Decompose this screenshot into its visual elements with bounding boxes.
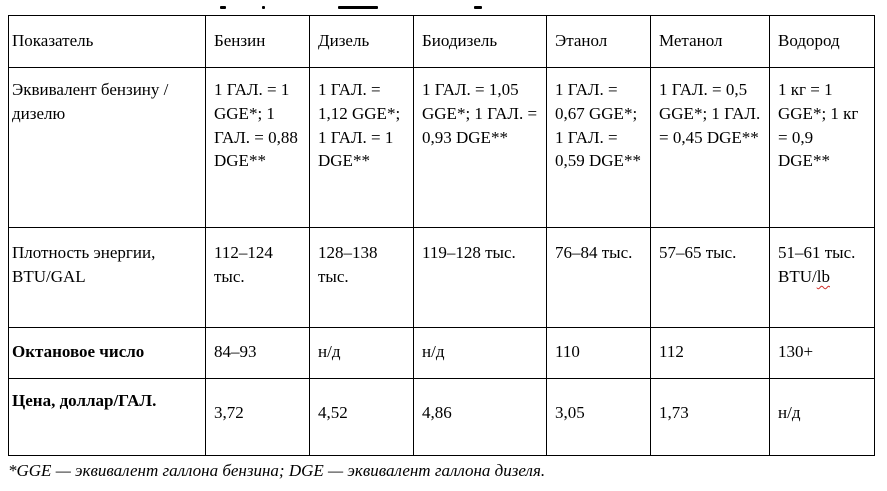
cell-equivalent-hydrogen: 1 кг = 1 GGE*; 1 кг = 0,9 DGE** xyxy=(770,68,875,228)
table-footnote: *GGE — эквивалент галлона бензина; DGE — эквивалент галлона дизеля. xyxy=(8,461,546,480)
row-label-energy-density: Плотность энергии, BTU/GAL xyxy=(9,228,206,328)
header-cell-gasoline: Бензин xyxy=(206,16,310,68)
header-cell-ethanol: Этанол xyxy=(547,16,651,68)
cell-density-diesel: 128–138 тыс. xyxy=(310,228,414,328)
header-cell-diesel: Дизель xyxy=(310,16,414,68)
cell-price-gasoline: 3,72 xyxy=(206,379,310,456)
cell-price-methanol: 1,73 xyxy=(651,379,770,456)
cell-octane-gasoline: 84–93 xyxy=(206,328,310,379)
cell-octane-hydrogen: 130+ xyxy=(770,328,875,379)
row-label-octane: Октановое число xyxy=(9,328,206,379)
header-cell-methanol: Метанол xyxy=(651,16,770,68)
cell-density-gasoline: 112–124 тыс. xyxy=(206,228,310,328)
cell-density-biodiesel: 119–128 тыс. xyxy=(414,228,547,328)
table-row-price xyxy=(9,379,875,456)
header-cell-biodiesel: Биодизель xyxy=(414,16,547,68)
fuel-comparison-table xyxy=(8,15,875,456)
cell-price-hydrogen: н/д xyxy=(770,379,875,456)
cropped-text-fragment xyxy=(218,6,488,12)
cell-octane-diesel: н/д xyxy=(310,328,414,379)
cell-price-biodiesel: 4,86 xyxy=(414,379,547,456)
table-row-equivalent xyxy=(9,68,875,228)
row-label-equivalent: Эквивалент бензину / дизелю xyxy=(9,68,206,228)
spellcheck-underlined-unit: lb xyxy=(816,266,830,286)
cell-density-ethanol: 76–84 тыс. xyxy=(547,228,651,328)
cell-equivalent-gasoline: 1 ГАЛ. = 1 GGE*; 1 ГАЛ. = 0,88 DGE** xyxy=(206,68,310,228)
table-row-energy-density xyxy=(9,228,875,328)
table-header-row xyxy=(9,16,875,68)
cell-equivalent-ethanol: 1 ГАЛ. = 0,67 GGE*; 1 ГАЛ. = 0,59 DGE** xyxy=(547,68,651,228)
cell-octane-methanol: 112 xyxy=(651,328,770,379)
row-label-price: Цена, доллар/ГАЛ. xyxy=(9,379,206,456)
cell-octane-ethanol: 110 xyxy=(547,328,651,379)
cell-price-diesel: 4,52 xyxy=(310,379,414,456)
header-cell-indicator: Показатель xyxy=(9,16,206,68)
cell-equivalent-methanol: 1 ГАЛ. = 0,5 GGE*; 1 ГАЛ. = 0,45 DGE** xyxy=(651,68,770,228)
cell-price-ethanol: 3,05 xyxy=(547,379,651,456)
header-cell-hydrogen: Водород xyxy=(770,16,875,68)
cell-equivalent-biodiesel: 1 ГАЛ. = 1,05 GGE*; 1 ГАЛ. = 0,93 DGE** xyxy=(414,68,547,228)
cell-equivalent-diesel: 1 ГАЛ. = 1,12 GGE*; 1 ГАЛ. = 1 DGE** xyxy=(310,68,414,228)
cell-density-methanol: 57–65 тыс. xyxy=(651,228,770,328)
density-hydrogen-value: 51–61 тыс. BTU/ xyxy=(778,243,856,286)
table-row-octane xyxy=(9,328,875,379)
cell-density-hydrogen xyxy=(770,228,875,328)
cell-octane-biodiesel: н/д xyxy=(414,328,547,379)
